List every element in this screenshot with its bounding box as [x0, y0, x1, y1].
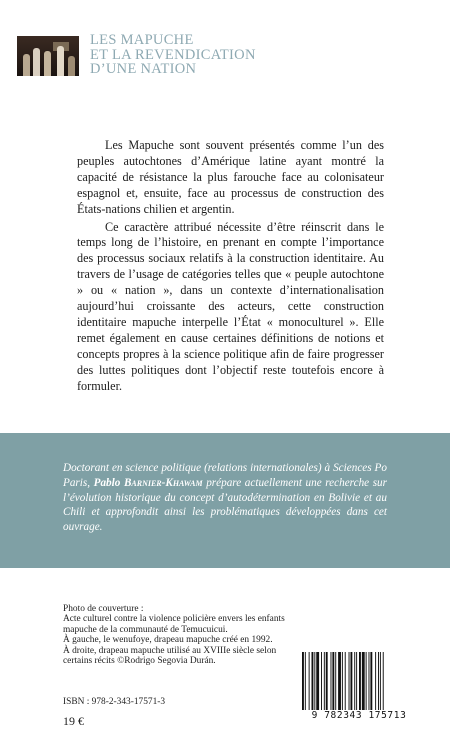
back-cover-summary	[77, 138, 384, 397]
barcode-number: 9 782343 175713	[311, 710, 407, 721]
author-band	[0, 433, 450, 568]
summary-paragraph-2: Ce caractère attribué nécessite d’être réinscrit dans le temps long de l’histoire, en prenant en compte l’importance des processus sociaux relatifs à la construction identitaire. Au travers de l’usage de catégories telles que « peuple autochtone » ou « nation », dans un contexte d’internationalisation aujourd’hui croissante des acteurs, cette construction identitaire mapuche interpelle l’État « monoculturel ». Elle remet également en cause certaines définitions de notions et concepts propres à la science politique afin de faire progresser des luttes politiques dont l’objectif reste toutefois encore à formuler.	[77, 219, 384, 393]
author-bio	[63, 461, 387, 535]
price: 19 €	[63, 714, 84, 728]
bio-rest: prépare actuellement une recherche sur l’évolution historique du concept d’autodétermination en Bolivie et au Chili et approfondit ainsi les problématiques développées dans cet ouvrage.	[63, 476, 387, 534]
book-title	[90, 33, 256, 77]
author-name: Pablo Barnier-Khawam	[93, 476, 203, 489]
cover-thumbnail	[17, 36, 79, 76]
title-line-3: D’UNE NATION	[90, 61, 197, 77]
summary-paragraph-1: Les Mapuche sont souvent présentés comme l’un des peuples autochtones d’Amérique latine ayant montré la capacité de résistance la plus farouche face au colonisateur espagnol et, ensuite, face au processus de construction des États-nations chilien et argentin.	[77, 138, 384, 216]
bio-intro: Doctorant en science politique (relations internationales) à Sciences Po Paris,	[63, 462, 387, 489]
isbn: ISBN : 978-2-343-17571-3	[63, 697, 166, 707]
title-line-1: LES MAPUCHE	[90, 32, 194, 48]
barcode	[296, 646, 422, 726]
photo-credits: Photo de couverture : Acte culturel contre la violence policière envers les enfants mapuche de la communauté de Temucuicui. À gauche, le wenufoye, drapeau mapuche créé en 1992. À droite, drapeau mapuche utilisé au XVIIIe siècle selon certains récits ©Rodrigo Segovia Durán.	[63, 604, 285, 667]
title-line-2: ET LA REVENDICATION	[90, 46, 256, 63]
barcode-bars	[300, 652, 418, 712]
